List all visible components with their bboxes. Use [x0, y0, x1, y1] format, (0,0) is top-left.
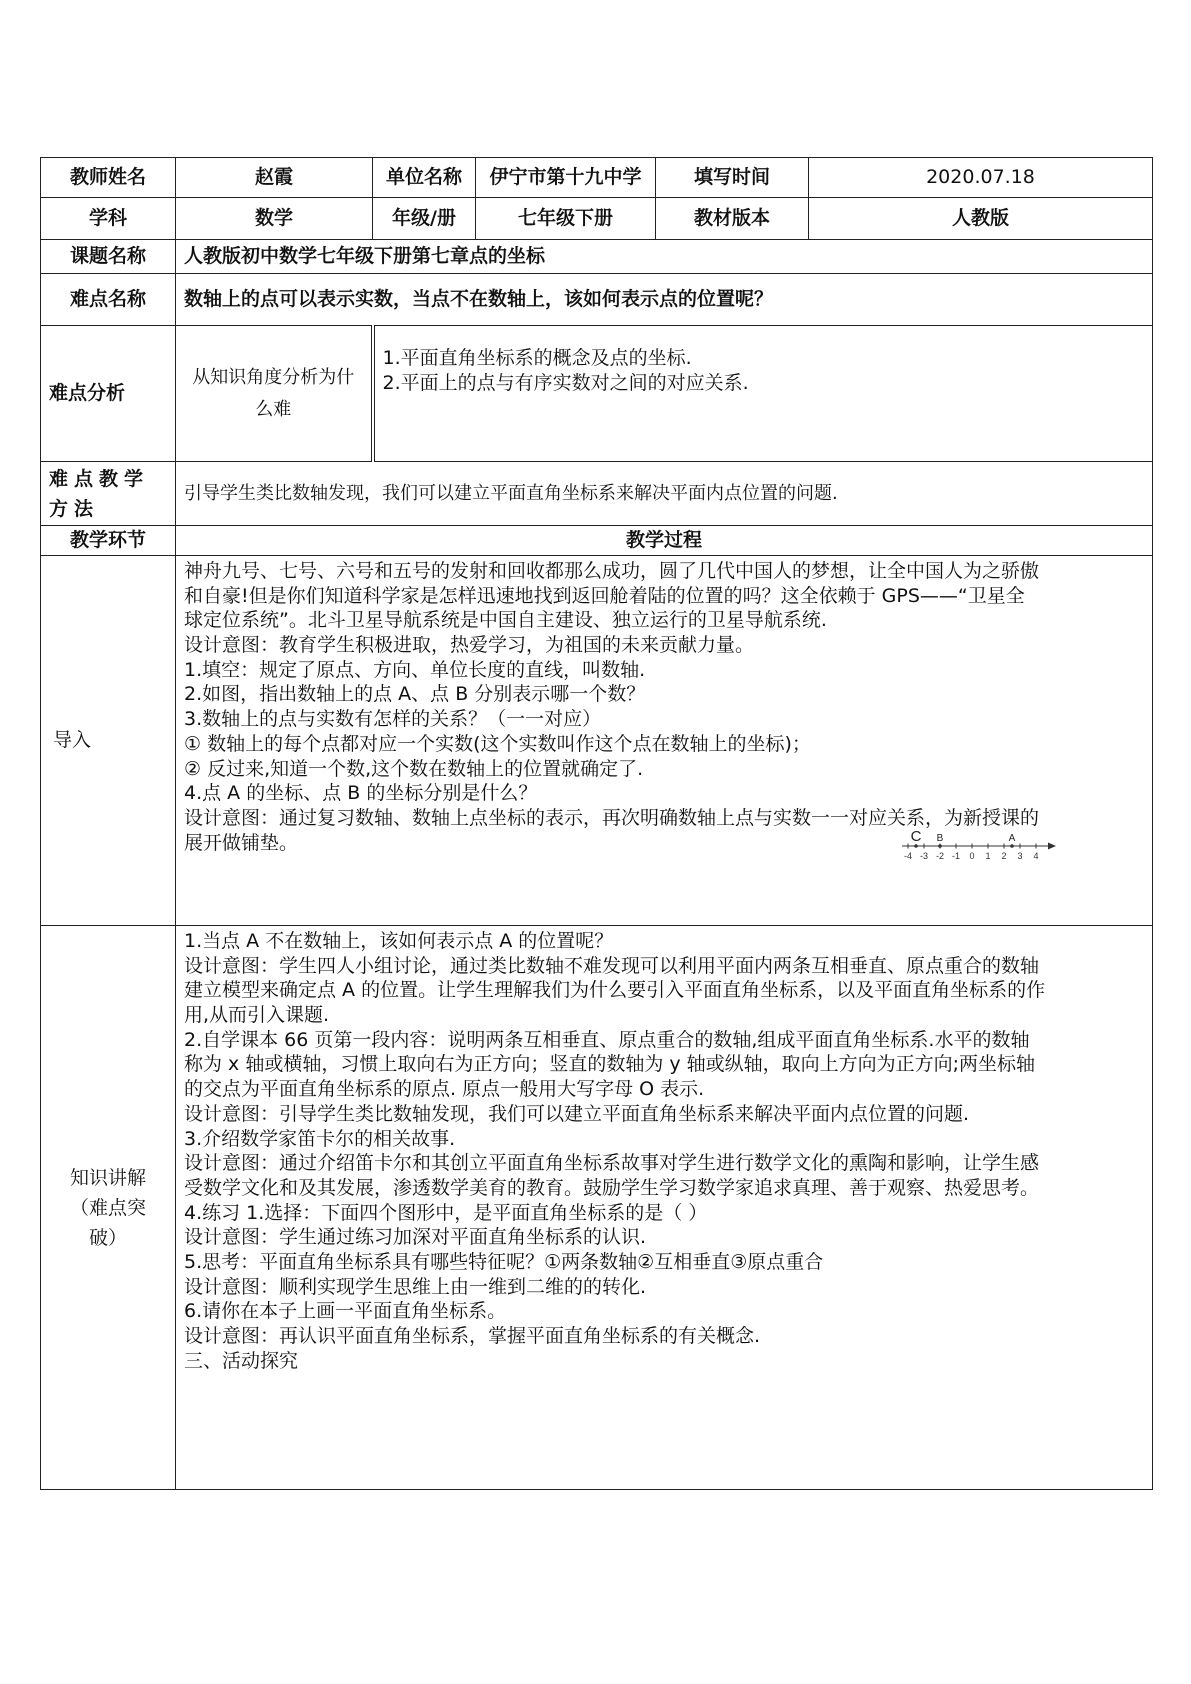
- difficulty-row: [41, 274, 1153, 326]
- date-value: 2020.07.18: [809, 158, 1153, 198]
- method-label: 难点教学方法: [41, 462, 176, 526]
- topic-row: [41, 240, 1153, 274]
- intro-label: 导入: [41, 556, 176, 926]
- date-label: 填写时间: [656, 158, 809, 198]
- header-row-1: [41, 158, 1153, 198]
- knowledge-line: 2.自学课本 66 页第一段内容：说明两条互相垂直、原点重合的数轴,组成平面直角坐标系.水平的数轴: [184, 1028, 1030, 1051]
- intro-line: 2.如图，指出数轴上的点 A、点 B 分别表示哪一个数？: [184, 683, 646, 706]
- unit-label: 单位名称: [373, 158, 476, 198]
- header-row-2: [41, 198, 1153, 240]
- knowledge-line: 5.思考：平面直角坐标系具有哪些特征呢？①两条数轴②互相垂直③原点重合: [184, 1250, 824, 1273]
- knowledge-line: 设计意图：引导学生类比数轴发现，我们可以建立平面直角坐标系来解决平面内点位置的问题.: [184, 1102, 970, 1125]
- intro-line: 设计意图：教育学生积极进取，热爱学习，为祖国的未来贡献力量。: [184, 634, 755, 657]
- number-line-point-b: [938, 844, 942, 848]
- difficulty-value: 数轴上的点可以表示实数，当点不在数轴上，该如何表示点的位置呢？: [176, 274, 1153, 326]
- knowledge-line: 用,从而引入课题.: [184, 1004, 330, 1027]
- number-line-tick-label: -4: [903, 851, 913, 861]
- knowledge-row: [41, 926, 1153, 1490]
- method-value: 引导学生类比数轴发现，我们可以建立平面直角坐标系来解决平面内点位置的问题.: [176, 462, 1153, 526]
- intro-line: 1.填空：规定了原点、方向、单位长度的直线，叫数轴.: [184, 658, 646, 681]
- analysis-row: [41, 326, 1153, 462]
- knowledge-line: 设计意图：再认识平面直角坐标系，掌握平面直角坐标系的有关概念.: [184, 1325, 761, 1347]
- process-value: 教学过程: [176, 526, 1153, 556]
- intro-line: 和自豪!但是你们知道科学家是怎样迅速地找到返回舱着陆的位置的吗？这全依赖于 GPS——“卫星全: [184, 584, 1025, 607]
- knowledge-label: [41, 926, 176, 1490]
- analysis-item: 2.平面上的点与有序实数对之间的对应关系.: [382, 371, 749, 394]
- analysis-sub-label: 从知识角度分析为什么难: [176, 326, 373, 462]
- knowledge-line: 设计意图：学生四人小组讨论，通过类比数轴不难发现可以利用平面内两条互相垂直、原点重合的数轴: [184, 954, 1040, 977]
- knowledge-label-line: 知识讲解: [69, 1166, 146, 1189]
- topic-value: 人教版初中数学七年级下册第七章点的坐标: [176, 240, 1153, 274]
- number-line-tick-label: 4: [1033, 851, 1039, 861]
- knowledge-line: 4.练习 1.选择：下面四个图形中，是平面直角坐标系的是（ ）: [184, 1201, 708, 1224]
- process-label: 教学环节: [41, 526, 176, 556]
- method-row: [41, 462, 1153, 526]
- knowledge-line: 设计意图：顺利实现学生思维上由一维到二维的的转化.: [184, 1275, 647, 1298]
- knowledge-label-line: 破）: [88, 1226, 127, 1249]
- unit-value: 伊宁市第十九中学: [476, 158, 656, 198]
- intro-line: 球定位系统”。北斗卫星导航系统是中国自主建设、独立运行的卫星导航系统.: [184, 609, 827, 632]
- grade-value: 七年级下册: [476, 198, 656, 240]
- knowledge-line: 称为 x 轴或横轴，习惯上取向右为正方向；竖直的数轴为 y 轴或纵轴，取向上方向为正方向;两坐标轴: [184, 1053, 1036, 1076]
- intro-line: 4.点 A 的坐标、点 B 的坐标分别是什么？: [184, 782, 538, 805]
- number-line-tick-label: 0: [969, 851, 975, 861]
- intro-line: 展开做铺垫。: [184, 831, 299, 854]
- number-line-point-a: [1010, 844, 1014, 848]
- knowledge-line: 6.请你在本子上画一平面直角坐标系。: [184, 1300, 507, 1323]
- number-line-tick-label: 2: [1001, 851, 1007, 861]
- number-line-tick-label: -2: [935, 851, 945, 861]
- number-line-tick-label: -3: [919, 851, 929, 861]
- intro-line: 3.数轴上的点与实数有怎样的关系？（一一对应）: [184, 708, 602, 731]
- number-line-point-label: C: [910, 830, 922, 845]
- edition-value: 人教版: [809, 198, 1153, 240]
- number-line-tick-label: 1: [985, 851, 991, 861]
- knowledge-content: [176, 926, 1153, 1490]
- intro-line: ① 数轴上的每个点都对应一个实数(这个实数叫作这个点在数轴上的坐标)；: [184, 732, 811, 755]
- difficulty-label: 难点名称: [41, 274, 176, 326]
- grade-label: 年级/册: [373, 198, 476, 240]
- analysis-item: 1.平面直角坐标系的概念及点的坐标.: [382, 347, 692, 369]
- knowledge-label-line: （难点突: [69, 1196, 146, 1219]
- knowledge-line: 设计意图：通过介绍笛卡尔和其创立平面直角坐标系故事对学生进行数学文化的熏陶和影响，让学生感: [184, 1152, 1040, 1175]
- number-line-arrow: [1048, 843, 1056, 850]
- intro-row: [41, 556, 1153, 926]
- edition-label: 教材版本: [656, 198, 809, 240]
- analysis-items: [373, 326, 1153, 462]
- knowledge-line: 建立模型来确定点 A 的位置。让学生理解我们为什么要引入平面直角坐标系，以及平面直角坐标系的作: [184, 979, 1046, 1002]
- knowledge-line: 1.当点 A 不在数轴上，该如何表示点 A 的位置呢？: [184, 930, 614, 952]
- knowledge-line: 设计意图：学生通过练习加深对平面直角坐标系的认识.: [184, 1226, 647, 1249]
- analysis-label: 难点分析: [41, 326, 176, 462]
- number-line-figure: [900, 830, 1060, 866]
- subject-label: 学科: [41, 198, 176, 240]
- lesson-plan-table: [40, 157, 1153, 1490]
- intro-content: [176, 556, 1153, 926]
- intro-line: 设计意图：通过复习数轴、数轴上点坐标的表示，再次明确数轴上点与实数一一对应关系，为新授课的: [184, 806, 1040, 829]
- topic-label: 课题名称: [41, 240, 176, 274]
- number-line-tick-label: 3: [1017, 851, 1023, 861]
- intro-line: 神舟九号、七号、六号和五号的发射和回收都那么成功，圆了几代中国人的梦想，让全中国人为之骄傲: [184, 560, 1040, 582]
- teacher-label: 教师姓名: [41, 158, 176, 198]
- number-line-points: [911, 830, 1016, 848]
- subject-value: 数学: [176, 198, 373, 240]
- number-line-point-label: A: [1008, 833, 1016, 844]
- knowledge-line: 3.介绍数学家笛卡尔的相关故事.: [184, 1127, 456, 1150]
- knowledge-line: 三、活动探究: [184, 1349, 299, 1372]
- number-line-tick-label: -1: [951, 851, 961, 861]
- knowledge-line: 受数学文化和及其发展，渗透数学美育的教育。鼓励学生学习数学家追求真理、善于观察、热爱思考。: [184, 1176, 1040, 1199]
- number-line-point-label: B: [936, 833, 944, 844]
- intro-line: ② 反过来,知道一个数,这个数在数轴上的位置就确定了.: [184, 757, 644, 780]
- teacher-value: 赵霞: [176, 158, 373, 198]
- process-header-row: [41, 526, 1153, 556]
- knowledge-line: 的交点为平面直角坐标系的原点. 原点一般用大写字母 O 表示.: [184, 1078, 705, 1101]
